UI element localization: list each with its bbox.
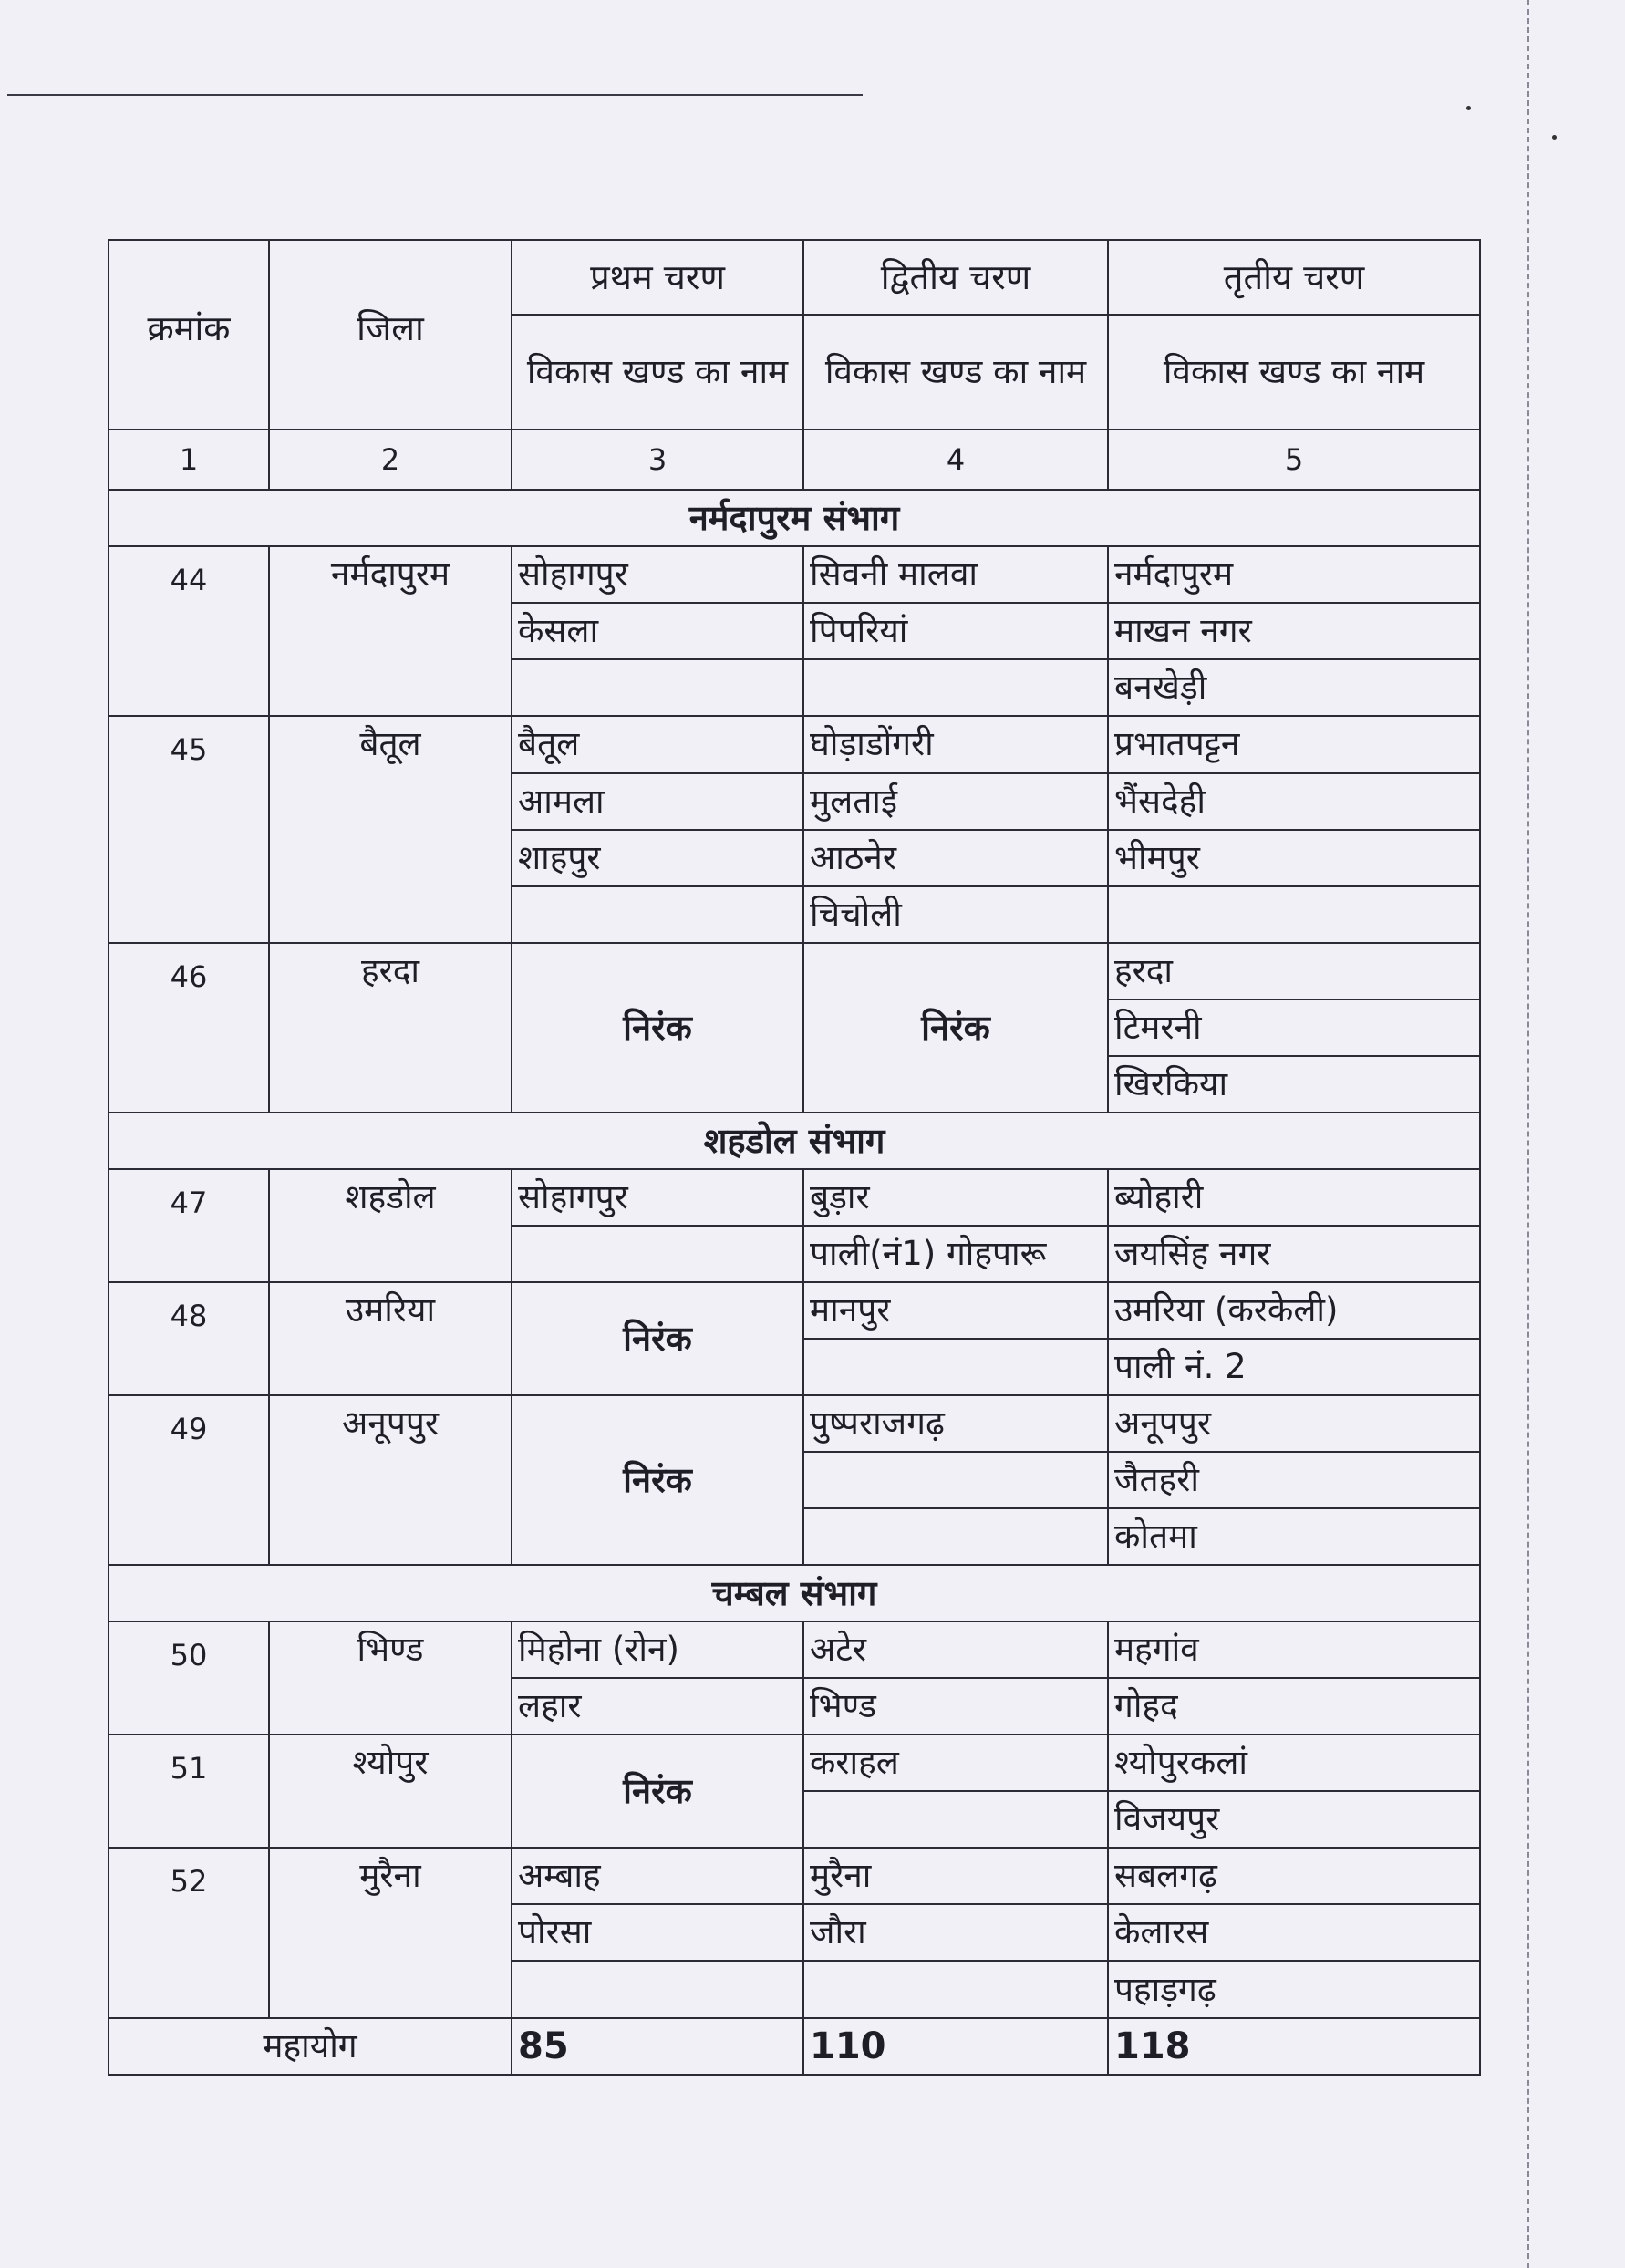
phase1-block: सोहागपुर	[512, 1169, 803, 1226]
phase3-block: जयसिंह नगर	[1108, 1226, 1480, 1282]
phase3-block: उमरिया (करकेली)	[1108, 1282, 1480, 1339]
phase3-total: 118	[1108, 2018, 1480, 2075]
column-number: 3	[512, 430, 803, 490]
column-number: 4	[803, 430, 1108, 490]
phase2-block: मानपुर	[803, 1282, 1108, 1339]
phase2-block: आठनेर	[803, 830, 1108, 886]
serial-cell: 48	[109, 1282, 269, 1395]
division-row	[109, 1565, 1480, 1621]
phase2-block: चिचोली	[803, 886, 1108, 943]
grand-total-label: महायोग	[109, 2018, 512, 2075]
district-cell: नर्मदापुरम	[269, 546, 512, 716]
phase1-block	[512, 886, 803, 943]
phase2-block: मुरैना	[803, 1848, 1108, 1904]
division-title: चम्बल संभाग	[109, 1565, 1480, 1621]
column-number: 2	[269, 430, 512, 490]
phase3-block: अनूपपुर	[1108, 1395, 1480, 1452]
phase2-header: द्वितीय चरण	[803, 240, 1108, 315]
phase1-block: बैतूल	[512, 716, 803, 772]
top-rule	[7, 94, 863, 96]
phase3-block: सबलगढ़	[1108, 1848, 1480, 1904]
phase1-block: मिहोना (रोन)	[512, 1621, 803, 1678]
phase1-block-header: विकास खण्ड का नाम	[512, 315, 803, 430]
table-row	[109, 1395, 1480, 1452]
block-phase-table	[108, 239, 1481, 2076]
phase2-block: सिवनी मालवा	[803, 546, 1108, 603]
phase2-block: पिपरियां	[803, 603, 1108, 659]
district-cell: श्योपुर	[269, 1735, 512, 1848]
table-row	[109, 1848, 1480, 1904]
phase2-block: पाली(नं1) गोहपारू	[803, 1226, 1108, 1282]
phase1-block	[512, 659, 803, 716]
header-row-phases	[109, 240, 1480, 315]
phase2-block: अटेर	[803, 1621, 1108, 1678]
phase1-block: सोहागपुर	[512, 546, 803, 603]
phase3-block: हरदा	[1108, 943, 1480, 999]
phase1-block: केसला	[512, 603, 803, 659]
phase2-block: मुलताई	[803, 773, 1108, 830]
table-row	[109, 1621, 1480, 1678]
table-row	[109, 1169, 1480, 1226]
speck	[1552, 135, 1557, 140]
phase3-block: केलारस	[1108, 1904, 1480, 1961]
district-cell: अनूपपुर	[269, 1395, 512, 1565]
phase2-block	[803, 1961, 1108, 2017]
division-row	[109, 490, 1480, 546]
serial-cell: 44	[109, 546, 269, 716]
phase2-block: घोड़ाडोंगरी	[803, 716, 1108, 772]
phase3-block: पाली नं. 2	[1108, 1339, 1480, 1395]
phase2-block: बुड़ार	[803, 1169, 1108, 1226]
serial-header: क्रमांक	[109, 240, 269, 430]
serial-cell: 52	[109, 1848, 269, 2017]
nil-cell: निरंक	[803, 943, 1108, 1113]
phase1-block: लहार	[512, 1678, 803, 1735]
speck	[1466, 106, 1471, 110]
table-row	[109, 943, 1480, 999]
table-row	[109, 546, 1480, 603]
nil-cell: निरंक	[512, 1282, 803, 1395]
phase3-block	[1108, 886, 1480, 943]
column-number: 5	[1108, 430, 1480, 490]
phase2-block: भिण्ड	[803, 1678, 1108, 1735]
phase3-block: ब्योहारी	[1108, 1169, 1480, 1226]
phase1-block: पोरसा	[512, 1904, 803, 1961]
phase1-block	[512, 1226, 803, 1282]
serial-cell: 51	[109, 1735, 269, 1848]
table-row	[109, 1282, 1480, 1339]
district-cell: बैतूल	[269, 716, 512, 942]
phase3-block: कोतमा	[1108, 1508, 1480, 1565]
phase1-total: 85	[512, 2018, 803, 2075]
district-cell: हरदा	[269, 943, 512, 1113]
district-cell: मुरैना	[269, 1848, 512, 2017]
phase1-block: आमला	[512, 773, 803, 830]
phase2-block	[803, 1508, 1108, 1565]
phase3-block: भैंसदेही	[1108, 773, 1480, 830]
phase3-header: तृतीय चरण	[1108, 240, 1480, 315]
phase3-block: गोहद	[1108, 1678, 1480, 1735]
phase3-block: महगांव	[1108, 1621, 1480, 1678]
nil-cell: निरंक	[512, 1735, 803, 1848]
column-number: 1	[109, 430, 269, 490]
phase2-block	[803, 659, 1108, 716]
phase2-block: पुष्पराजगढ़	[803, 1395, 1108, 1452]
phase3-block: टिमरनी	[1108, 999, 1480, 1056]
phase2-block	[803, 1452, 1108, 1508]
nil-cell: निरंक	[512, 1395, 803, 1565]
serial-cell: 50	[109, 1621, 269, 1735]
page-edge-rule	[1527, 0, 1529, 2268]
column-number-row	[109, 430, 1480, 490]
phase3-block: श्योपुरकलां	[1108, 1735, 1480, 1791]
serial-cell: 46	[109, 943, 269, 1113]
phase2-block-header: विकास खण्ड का नाम	[803, 315, 1108, 430]
district-cell: शहडोल	[269, 1169, 512, 1282]
phase3-block: प्रभातपट्टन	[1108, 716, 1480, 772]
district-header: जिला	[269, 240, 512, 430]
phase2-block: जौरा	[803, 1904, 1108, 1961]
phase1-block	[512, 1961, 803, 2017]
phase2-block: कराहल	[803, 1735, 1108, 1791]
table-row	[109, 1735, 1480, 1791]
nil-cell: निरंक	[512, 943, 803, 1113]
phase2-block	[803, 1791, 1108, 1848]
phase3-block: भीमपुर	[1108, 830, 1480, 886]
phase3-block: पहाड़गढ़	[1108, 1961, 1480, 2017]
phase3-block: विजयपुर	[1108, 1791, 1480, 1848]
phase3-block: माखन नगर	[1108, 603, 1480, 659]
total-row	[109, 2018, 1480, 2075]
phase1-block: शाहपुर	[512, 830, 803, 886]
phase3-block-header: विकास खण्ड का नाम	[1108, 315, 1480, 430]
phase1-block: अम्बाह	[512, 1848, 803, 1904]
table-row	[109, 716, 1480, 772]
district-cell: उमरिया	[269, 1282, 512, 1395]
phase2-block	[803, 1339, 1108, 1395]
phase3-block: जैतहरी	[1108, 1452, 1480, 1508]
division-row	[109, 1113, 1480, 1169]
division-title: शहडोल संभाग	[109, 1113, 1480, 1169]
phase3-block: नर्मदापुरम	[1108, 546, 1480, 603]
phase1-header: प्रथम चरण	[512, 240, 803, 315]
division-title: नर्मदापुरम संभाग	[109, 490, 1480, 546]
phase3-block: खिरकिया	[1108, 1056, 1480, 1113]
phase3-block: बनखेड़ी	[1108, 659, 1480, 716]
serial-cell: 49	[109, 1395, 269, 1565]
serial-cell: 45	[109, 716, 269, 942]
phase2-total: 110	[803, 2018, 1108, 2075]
district-cell: भिण्ड	[269, 1621, 512, 1735]
serial-cell: 47	[109, 1169, 269, 1282]
